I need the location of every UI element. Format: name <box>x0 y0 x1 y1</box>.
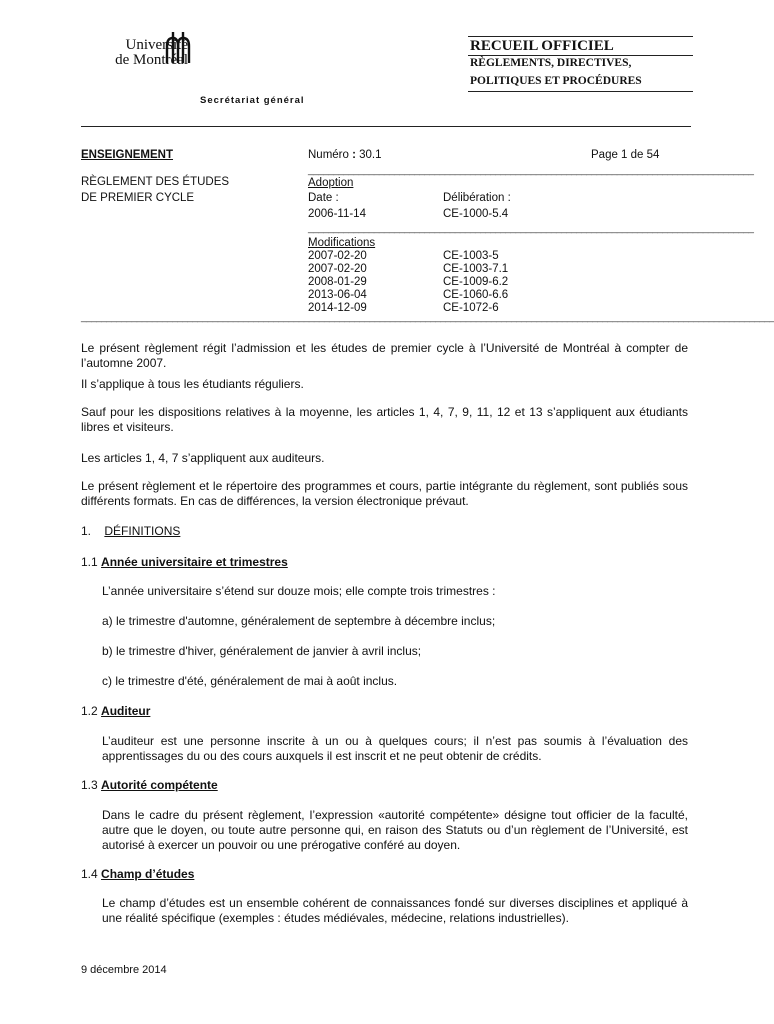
section-divider <box>81 126 691 127</box>
footer-date: 9 décembre 2014 <box>81 964 167 976</box>
modifications-refs <box>443 250 508 315</box>
adoption-label: Adoption <box>308 177 354 189</box>
logo-line1: Université <box>125 37 188 53</box>
modification-ref: CE-1003-7.1 <box>443 263 509 275</box>
subsection-number: 1.1 <box>81 555 98 569</box>
intro-paragraph-5: Le présent règlement et le répertoire des programmes et cours, partie intégrante du règlement, sont publiés sous différents formats. En cas de différences, la version électronique prévaut. <box>81 479 688 508</box>
deliberation-ref: CE-1000-5.4 <box>443 208 509 220</box>
logo-line2: de Montréal <box>115 52 188 68</box>
intro-paragraph-2: Il s’applique à tous les étudiants réguliers. <box>81 377 304 391</box>
meta-divider-2: ________________________________________________________________________________________ <box>308 223 754 234</box>
meta-divider-1: ________________________________________________________________________________________ <box>308 165 754 176</box>
subsection-1-1-text: L’année universitaire s’étend sur douze mois; elle compte trois trimestres : <box>102 584 496 598</box>
modifications-dates <box>308 250 367 315</box>
section-title: DÉFINITIONS <box>104 524 181 538</box>
subsection-heading-1-1 <box>81 555 288 569</box>
trimester-item-b: b) le trimestre d'hiver, généralement de janvier à avril inclus; <box>102 644 422 658</box>
intro-paragraph-3: Sauf pour les dispositions relatives à la moyenne, les articles 1, 4, 7, 9, 11, 12 et 13 s’appliquent aux étudiants libres et visiteurs. <box>81 405 688 434</box>
deliberation-label: Délibération : <box>443 192 511 204</box>
subsection-number: 1.3 <box>81 778 98 792</box>
modification-ref: CE-1003-5 <box>443 250 499 262</box>
intro-paragraph-1: Le présent règlement régit l’admission et les études de premier cycle à l’Université de Montréal à compter de l’automne 2007. <box>81 341 688 370</box>
subsection-title: Auditeur <box>101 704 151 718</box>
section-number: 1. <box>81 524 92 538</box>
subsection-title: Année universitaire et trimestres <box>101 555 288 569</box>
modification-ref: CE-1060-6.6 <box>443 289 509 301</box>
subsection-1-4-text: Le champ d’études est un ensemble cohérent de connaissances fondé sur diverses disciplines et appliqué à une réalité spécifique (exemples : études médiévales, médecine, relations industrielles). <box>102 896 688 925</box>
subsection-heading-1-3 <box>81 778 218 792</box>
modification-ref: CE-1072-6 <box>443 302 499 314</box>
meta-divider-3: _________________________________________________________________________________________________________________________________________ <box>81 312 774 323</box>
trimester-item-a: a) le trimestre d'automne, généralement de septembre à décembre inclus; <box>102 614 496 628</box>
modification-date: 2007-02-20 <box>308 263 367 275</box>
numero-value: 30.1 <box>359 149 382 161</box>
modification-date: 2007-02-20 <box>308 250 367 262</box>
page-indicator: Page 1 de 54 <box>591 149 660 161</box>
university-emblem-icon <box>166 30 190 64</box>
numero-field <box>308 149 382 161</box>
regulation-title-line1: RÈGLEMENT DES ÉTUDES <box>81 176 230 188</box>
subsection-number: 1.4 <box>81 867 98 881</box>
intro-paragraph-4: Les articles 1, 4, 7 s’appliquent aux auditeurs. <box>81 451 325 465</box>
subsection-1-3-text: Dans le cadre du présent règlement, l’expression «autorité compétente» désigne tout officier de la faculté, autre que le doyen, ou toute autre personne qui, en raison des Statuts ou d’un règlement de l’Université, est autorisé à exercer un pouvoir ou une prérogative conféré au doyen. <box>102 808 688 852</box>
recueil-title: RECUEIL OFFICIEL <box>470 38 614 54</box>
department-label: Secrétariat général <box>200 95 305 106</box>
recueil-subtitle-1: RÈGLEMENTS, DIRECTIVES, <box>470 57 632 69</box>
recueil-subtitle-2: POLITIQUES ET PROCÉDURES <box>470 75 642 87</box>
regulation-title-line2: DE PREMIER CYCLE <box>81 192 195 204</box>
adoption-date: 2006-11-14 <box>308 208 366 220</box>
trimester-item-c: c) le trimestre d'été, généralement de mai à août inclus. <box>102 674 398 688</box>
modification-date: 2008-01-29 <box>308 276 367 288</box>
date-label: Date : <box>308 192 339 204</box>
subsection-number: 1.2 <box>81 704 98 718</box>
header-rule-top <box>468 36 693 37</box>
header-rule-bottom <box>468 91 693 92</box>
modifications-label: Modifications <box>308 237 376 249</box>
numero-separator: : <box>348 149 360 161</box>
modification-ref: CE-1009-6.2 <box>443 276 509 288</box>
category-label: ENSEIGNEMENT <box>81 149 174 161</box>
subsection-heading-1-4 <box>81 867 194 881</box>
subsection-title: Champ d’études <box>101 867 195 881</box>
modification-date: 2014-12-09 <box>308 302 367 314</box>
subsection-heading-1-2 <box>81 704 150 718</box>
header-rule-mid <box>468 55 693 56</box>
subsection-1-2-text: L’auditeur est une personne inscrite à un ou à quelques cours; il n’est pas soumis à l’évaluation des apprentissages du ou des cours auxquels il est inscrit et ne peut obtenir de crédits. <box>102 734 688 763</box>
subsection-title: Autorité compétente <box>101 778 218 792</box>
numero-label: Numéro <box>308 149 349 161</box>
modification-date: 2013-06-04 <box>308 289 367 301</box>
section-heading-definitions <box>81 524 180 538</box>
